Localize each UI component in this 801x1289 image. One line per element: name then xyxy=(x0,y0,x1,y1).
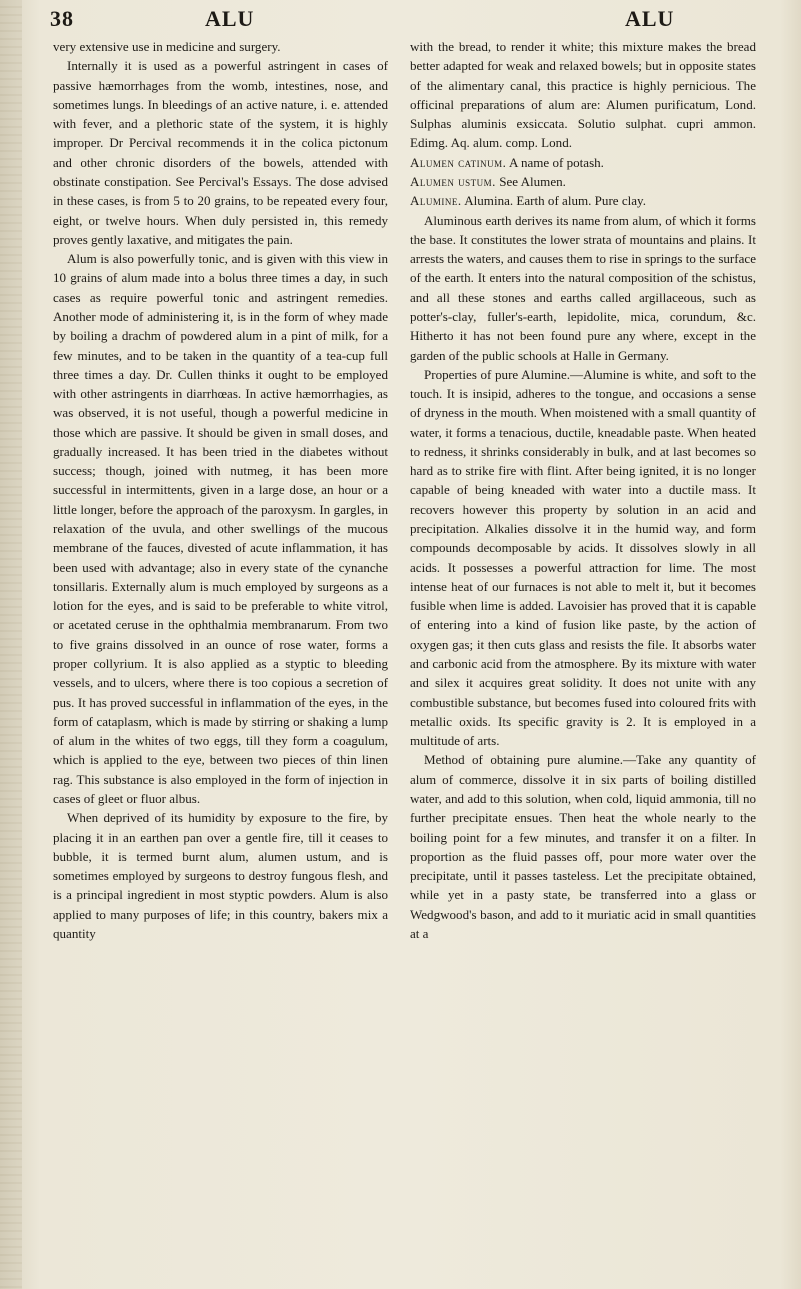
dictionary-entry xyxy=(410,153,756,172)
paragraph: Properties of pure Alumine.—Alumine is white, and soft to the touch. It is insipid, adheres to the tongue, and occasions a sense of dryness in the mouth. When moistened with a small quantity of water, it forms a tenacious, ductile, kneadable paste. When heated to redness, it shrinks considerably in bulk, and at last becomes so hard as to strike fire with flint. After being ignited, it is no longer capable of being kneaded with water into a ductile mass. It recovers however this property by solution in an acid and precipitation. Alkalies dissolve it in the humid way, and form compounds decomposable by acids. It dissolves slowly in all acids. It possesses a powerful attraction for lime. The most intense heat of our furnaces is not able to melt it, but it becomes fusible when lime is added. Lavoisier has proved that it is capable of entering into a kind of fusion like paste, by the action of oxygen gas; it then cuts glass and resists the file. It absorbs water and carbonic acid from the atmosphere. By its mixture with water and silex it acquires great solidity. It does not unite with any combustible substance, but becomes fused into coloured frits with metallic oxids. Its specific gravity is 2. It is employed in a multitude of arts. xyxy=(410,366,756,749)
entry-text: A name of potash. xyxy=(506,154,604,170)
paragraph: Internally it is used as a powerful astringent in cases of passive hæmorrhages from the womb, intestines, nose, and sometimes lungs. In bleedings of an active nature, i. e. attended with fever, and a plethoric state of the system, it is highly improper. Dr Percival recommends it in the colica pictonum and other chronic disorders of the bowels, attended with obstinate constipation. See Percival's Essays. The dose advised in these cases, is from 5 to 20 grains, to be repeated every four, eight, or twelve hours. When duly persisted in, this remedy proves gently laxative, and mitigates the pain. xyxy=(53,58,388,247)
entry-term: Alumen catinum. xyxy=(410,154,507,170)
page-gutter xyxy=(0,0,22,1289)
entry-text: See Alumen. xyxy=(495,173,566,189)
right-running-head: ALU xyxy=(625,6,675,31)
paragraph: very extensive use in medicine and surgery. xyxy=(53,39,281,54)
right-column xyxy=(410,37,756,943)
entry-term: Alumine. xyxy=(410,193,462,209)
paragraph: When deprived of its humidity by exposure to the fire, by placing it in an earthen pan over a gentle fire, till it ceases to bubble, it is termed burnt alum, alumen ustum, and is sometimes employed by surgeons to destroy fungous flesh, and is a principal ingredient in most styptic powders. Alum is also applied to many purposes of life; in this country, bakers mix a quantity xyxy=(53,810,388,941)
entry-term: Alumen ustum. xyxy=(410,173,496,189)
left-column xyxy=(53,37,388,943)
paragraph: Alum is also powerfully tonic, and is given with this view in 10 grains of alum made into a bolus three times a day, in such cases as require powerful tonic and astringent remedies. Another mode of administering it, is in the form of whey made by boiling a drachm of powdered alum in a pint of milk, for a few minutes, and to be taken in the quantity of a tea-cup full three times a day. Dr. Cullen thinks it ought to be employed with other astringents in diarrhœas. In active hæmorrhagies, as was observed, it is not useful, though a powerful medicine in those which are passive. It should be given in small doses, and gradually increased. It has been tried in the diabetes without success; though, joined with nutmeg, it has been more successful in intermittents, given in a large dose, an hour or a little longer, before the approach of the paroxysm. In gargles, in relaxation of the uvula, and other swellings of the mucous membrane of the fauces, divested of acute inflammation, it has been used with advantage; also in every state of the cynanche tonsillaris. Externally alum is much employed by surgeons as a lotion for the eyes, and is said to be preferable to white vitrol, or acetated ceruse in the ophthalmia membranarum. From two to five grains dissolved in an ounce of rose water, forms a proper collyrium. It is also applied as a styptic to bleeding vessels, and to ulcers, where there is too copious a secretion of pus. It has proved successful in inflammation of the eyes, in the form of cataplasm, which is made by stirring or shaking a lump of alum in the whites of two eggs, till they form a coagulum, which is applied to the eye, between two pieces of thin linen rag. This substance is also employed in the form of injection in cases of gleet or fluor albus. xyxy=(53,251,388,806)
left-running-head: ALU xyxy=(205,6,255,31)
dictionary-entry xyxy=(410,191,756,210)
paragraph: Aluminous earth derives its name from alum, of which it forms the base. It constitutes the lower strata of mountains and plains. It arrests the waters, and causes them to rise in springs to the surface of the earth. It enters into the natural composition of the schistus, and all these stones and earths called argillaceous, such as potter's-clay, fuller's-earth, lepidolite, mica, corundum, &c. Hitherto it has not been found pure any where, except in the garden of the public schools at Halle in Germany. xyxy=(410,212,756,363)
running-header xyxy=(50,6,761,34)
dictionary-entry xyxy=(410,172,756,191)
page-number: 38 xyxy=(50,6,74,31)
entry-text: Alumina. Earth of alum. Pure clay. xyxy=(461,193,646,209)
paragraph: with the bread, to render it white; this mixture makes the bread better adapted for weak and relaxed bowels; but in opposite states of the alimentary canal, this practice is highly pernicious. The officinal preparations of alum are: Alumen purificatum, Lond. Sulphas aluminis exsiccata. Solutio sulphat. cupri ammon. Edimg. Aq. alum. comp. Lond. xyxy=(410,39,756,151)
paragraph: Method of obtaining pure alumine.—Take any quantity of alum of commerce, dissolve it in six parts of boiling distilled water, and add to this solution, when cold, liquid ammonia, till no further precipitate ensues. Then heat the whole nearly to the boiling point for a few minutes, and transfer it on a filter. In proportion as the fluid passes off, pour more water over the precipitate, until it passes tasteless. Let the precipitate obtained, while yet in a pasty state, be transferred into a glass or Wedgwood's bason, and add to it muriatic acid in small quantities at a xyxy=(410,752,756,941)
